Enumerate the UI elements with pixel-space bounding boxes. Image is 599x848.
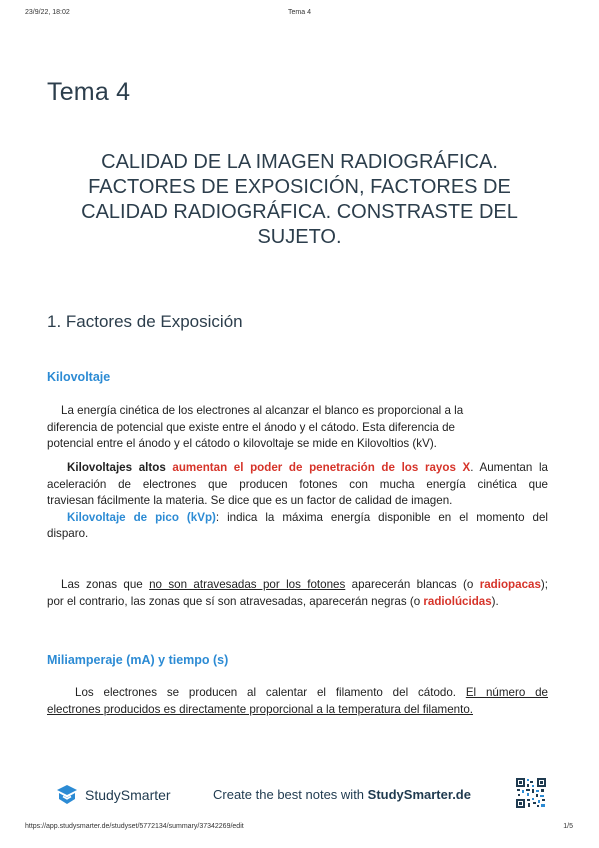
print-title: Tema 4 <box>288 9 311 16</box>
text-line: potencial entre el ánodo y el cátodo o kilovoltaje se mide en Kilovoltios (kV). <box>47 437 437 450</box>
subsection-heading-miliamperaje: Miliamperaje (mA) y tiempo (s) <box>47 653 229 667</box>
print-url: https://app.studysmarter.de/studyset/5772134/summary/37342269/edit <box>25 823 244 830</box>
paragraph-miliamperaje <box>47 685 548 718</box>
highlight-red: radiolúcidas <box>423 594 492 608</box>
highlight-red: radiopacas <box>479 578 541 591</box>
text-line <box>47 510 548 527</box>
text-span: ); <box>540 578 549 591</box>
text-span: Las zonas que <box>61 578 150 591</box>
text-span: por el contrario, las zonas que sí son atravesadas, aparecerán negras (o <box>47 594 424 608</box>
qr-code-icon[interactable] <box>515 777 547 809</box>
text-span: . Aumentan la <box>470 461 548 474</box>
underlined-text: electrones producidos es directamente proporcional a la temperatura del filamento. <box>47 702 473 716</box>
print-date: 23/9/22, 18:02 <box>25 9 70 16</box>
title-line: FACTORES DE EXPOSICIÓN, FACTORES DE <box>88 176 511 198</box>
tagline-text: Create the best notes with <box>213 787 368 802</box>
text-span: ). <box>491 594 499 608</box>
paragraph-zonas <box>47 577 548 610</box>
brand-name: StudySmarter <box>85 787 171 803</box>
paragraph-kilovoltaje-altos <box>47 460 548 543</box>
text-span: aparecerán blancas (o <box>345 578 480 591</box>
text-line <box>47 594 548 611</box>
page-title <box>40 150 559 250</box>
section-heading: 1. Factores de Exposición <box>47 312 243 331</box>
tagline-brand: StudySmarter.de <box>367 787 471 802</box>
document-label: Tema 4 <box>47 78 131 106</box>
highlight-red: aumentan el poder de penetración de los rayos X <box>172 461 471 474</box>
page-number: 1/5 <box>563 823 573 830</box>
studysmarter-logo-icon <box>54 783 80 807</box>
bold-term: Kilovoltajes altos <box>67 461 166 474</box>
text-line <box>47 685 548 702</box>
underlined-text: El número de <box>465 686 548 699</box>
text-line: La energía cinética de los electrones al alcanzar el blanco es proporcional a la <box>61 404 464 417</box>
highlight-blue: Kilovoltaje de pico (kVp) <box>67 510 216 524</box>
text-line <box>47 460 548 477</box>
subsection-heading-kilovoltaje: Kilovoltaje <box>47 370 111 384</box>
title-line: CALIDAD DE LA IMAGEN RADIOGRÁFICA. <box>101 151 498 173</box>
text-line: disparo. <box>47 527 89 540</box>
text-line: aceleración de electrones que producen fotones con mucha energía cinética que <box>47 477 548 491</box>
text-line: diferencia de potencial que existe entre el ánodo y el cátodo. Esta diferencia de <box>47 420 455 434</box>
paragraph-kilovoltaje-intro <box>47 403 548 453</box>
print-header <box>0 9 599 21</box>
underlined-text: no son atravesadas por los fotones <box>149 578 346 591</box>
text-span: : indica la máxima energía disponible en el momento del <box>215 510 548 524</box>
text-span: Los electrones se producen al calentar el filamento del cátodo. <box>75 686 466 699</box>
print-footer <box>0 823 599 835</box>
title-line: CALIDAD RADIOGRÁFICA. CONSTRASTE DEL <box>81 201 518 223</box>
text-line <box>47 577 548 594</box>
title-line: SUJETO. <box>257 226 342 248</box>
footer-tagline[interactable] <box>213 787 471 802</box>
text-line: traviesan fácilmente la materia. Se dice que es un factor de calidad de imagen. <box>47 494 453 507</box>
